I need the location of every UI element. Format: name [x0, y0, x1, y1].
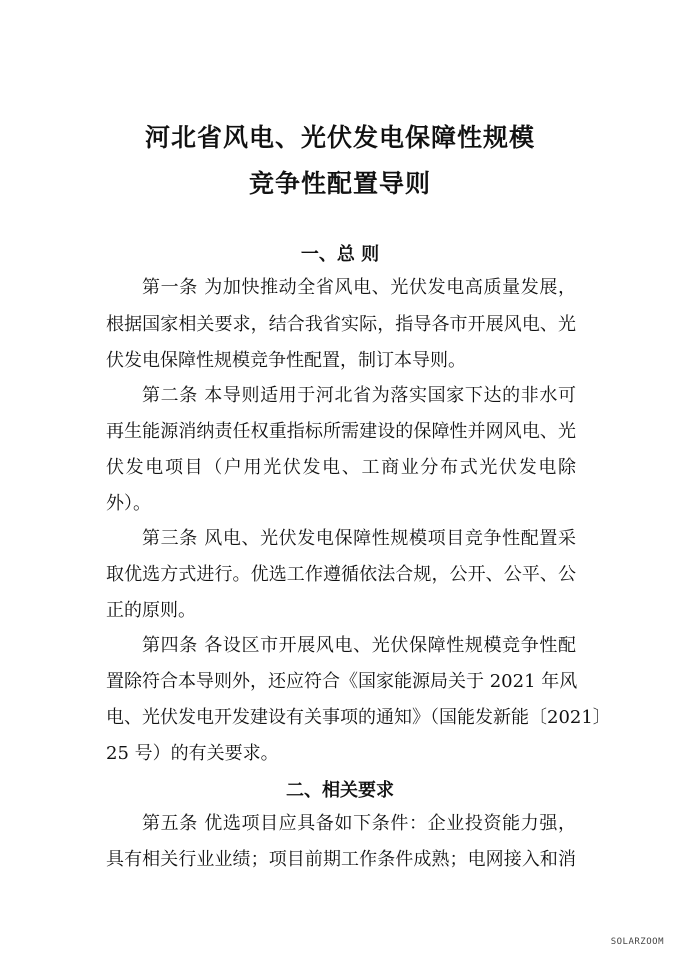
- article-4-line-1: 第四条 各设区市开展风电、光伏保障性规模竞争性配: [142, 635, 576, 656]
- document-title-line-2: 竞争性配置导则: [248, 169, 431, 198]
- document-title-line-1: 河北省风电、光伏发电保障性规模: [144, 123, 535, 152]
- article-1-line-1: 第一条 为加快推动全省风电、光伏发电高质量发展，: [142, 277, 576, 298]
- article-3-line-2: 取优选方式进行。优选工作遵循依法合规，公开、公平、公: [106, 564, 576, 585]
- article-3-line-1: 第三条 风电、光伏发电保障性规模项目竞争性配置采: [142, 528, 576, 549]
- article-2-line-4: 外）。: [106, 493, 151, 514]
- article-2-line-2: 再生能源消纳责任权重指标所需建设的保障性并网风电、光: [106, 421, 576, 442]
- watermark-text: SOLARZOOM: [610, 937, 664, 947]
- article-5-line-2: 具有相关行业业绩；项目前期工作条件成熟；电网接入和消: [106, 849, 576, 870]
- article-5-line-1: 第五条 优选项目应具备如下条件：企业投资能力强，: [142, 813, 576, 834]
- section-heading-requirements: 二、相关要求: [286, 780, 394, 801]
- article-2-line-3: 伏发电项目（户用光伏发电、工商业分布式光伏发电除: [106, 457, 576, 478]
- article-1-line-2: 根据国家相关要求，结合我省实际，指导各市开展风电、光: [106, 314, 576, 335]
- section-heading-general: 一、总 则: [300, 244, 380, 265]
- article-2-line-1: 第二条 本导则适用于河北省为落实国家下达的非水可: [142, 385, 576, 406]
- article-4-line-3: 电、光伏发电开发建设有关事项的通知》（国能发新能〔2021〕: [106, 707, 611, 728]
- article-4-line-4: 25 号）的有关要求。: [106, 743, 279, 764]
- article-3-line-3: 正的原则。: [106, 600, 196, 621]
- article-4-line-2: 置除符合本导则外，还应符合《国家能源局关于 2021 年风: [106, 671, 578, 692]
- article-1-line-3: 伏发电保障性规模竞争性配置，制订本导则。: [106, 350, 466, 371]
